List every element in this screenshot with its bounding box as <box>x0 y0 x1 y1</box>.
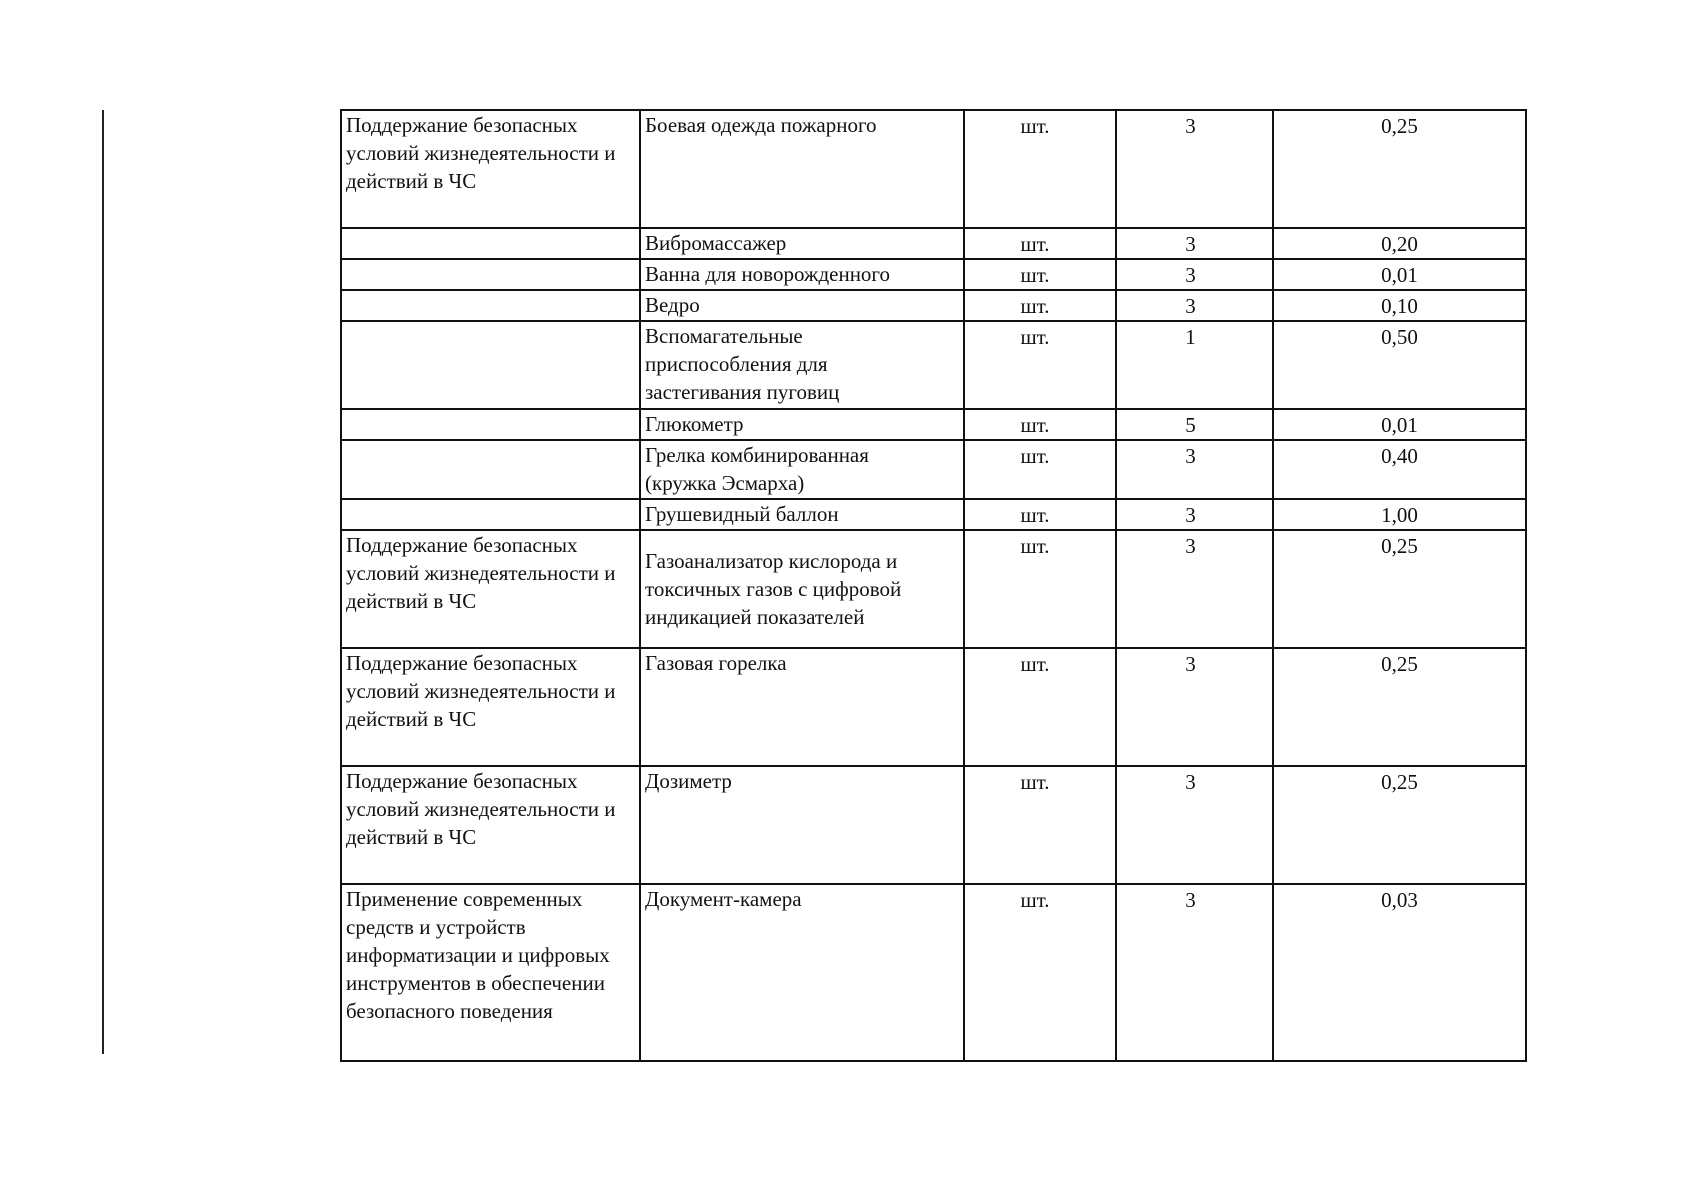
activity-area-cell <box>341 766 640 884</box>
item-name-cell <box>640 440 964 499</box>
table-row <box>341 228 1526 259</box>
term-text: 0,20 <box>1381 232 1418 256</box>
unit-cell <box>964 110 1116 228</box>
term-cell <box>1273 648 1526 766</box>
quantity-text: 3 <box>1185 444 1196 468</box>
quantity-text: 3 <box>1185 232 1196 256</box>
term-text: 0,25 <box>1381 114 1418 138</box>
quantity-cell <box>1116 290 1273 321</box>
activity-area-cell <box>341 530 640 648</box>
quantity-text: 3 <box>1185 503 1196 527</box>
unit-text: шт. <box>1020 770 1050 794</box>
term-cell <box>1273 290 1526 321</box>
activity-area-cell <box>341 228 640 259</box>
quantity-cell <box>1116 766 1273 884</box>
term-text: 0,25 <box>1381 534 1418 558</box>
unit-cell <box>964 440 1116 499</box>
activity-area-text: Поддержание безопасных условий жизнедеятельности и действий в ЧС <box>346 113 616 193</box>
item-name-text: Газовая горелка <box>645 651 787 675</box>
quantity-cell <box>1116 530 1273 648</box>
unit-text: шт. <box>1020 534 1050 558</box>
item-name-text: Грелка комбинированная (кружка Эсмарха) <box>645 443 869 495</box>
table-row <box>341 648 1526 766</box>
quantity-cell <box>1116 884 1273 1061</box>
unit-cell <box>964 321 1116 409</box>
table-row <box>341 110 1526 228</box>
quantity-text: 3 <box>1185 652 1196 676</box>
activity-area-text: Поддержание безопасных условий жизнедеятельности и действий в ЧС <box>346 769 616 849</box>
item-name-text: Документ-камера <box>645 887 802 911</box>
table-row <box>341 409 1526 440</box>
table-row <box>341 321 1526 409</box>
item-name-text: Ванна для новорожденного <box>645 262 891 286</box>
page-margin-rule <box>102 110 104 1054</box>
unit-text: шт. <box>1020 232 1050 256</box>
unit-text: шт. <box>1020 263 1050 287</box>
unit-cell <box>964 228 1116 259</box>
unit-text: шт. <box>1020 444 1050 468</box>
item-name-text: Вибромассажер <box>645 231 787 255</box>
term-text: 0,25 <box>1381 652 1418 676</box>
unit-cell <box>964 884 1116 1061</box>
item-name-cell <box>640 228 964 259</box>
quantity-text: 1 <box>1185 325 1196 349</box>
term-text: 0,01 <box>1381 263 1418 287</box>
quantity-cell <box>1116 259 1273 290</box>
item-name-text: Боевая одежда пожарного <box>645 113 877 137</box>
activity-area-cell <box>341 884 640 1061</box>
item-name-cell <box>640 884 964 1061</box>
term-text: 0,03 <box>1381 888 1418 912</box>
table-row <box>341 440 1526 499</box>
item-name-text: Ведро <box>645 293 700 317</box>
activity-area-text: Применение современных средств и устройств информатизации и цифровых инструментов в обеспечении безопасного поведения <box>346 887 610 1023</box>
term-text: 0,10 <box>1381 294 1418 318</box>
term-cell <box>1273 110 1526 228</box>
table-row <box>341 259 1526 290</box>
unit-text: шт. <box>1020 503 1050 527</box>
unit-cell <box>964 766 1116 884</box>
term-cell <box>1273 530 1526 648</box>
unit-cell <box>964 499 1116 530</box>
quantity-cell <box>1116 321 1273 409</box>
term-text: 0,50 <box>1381 325 1418 349</box>
item-name-text: Дозиметр <box>645 769 732 793</box>
quantity-cell <box>1116 228 1273 259</box>
quantity-cell <box>1116 440 1273 499</box>
table-row <box>341 766 1526 884</box>
item-name-cell <box>640 259 964 290</box>
quantity-text: 3 <box>1185 534 1196 558</box>
unit-cell <box>964 290 1116 321</box>
quantity-cell <box>1116 648 1273 766</box>
activity-area-text: Поддержание безопасных условий жизнедеятельности и действий в ЧС <box>346 651 616 731</box>
item-name-cell <box>640 321 964 409</box>
item-name-text: Газоанализатор кислорода и токсичных газов с цифровой индикацией показателей <box>645 549 902 629</box>
activity-area-text: Поддержание безопасных условий жизнедеятельности и действий в ЧС <box>346 533 616 613</box>
activity-area-cell <box>341 110 640 228</box>
term-cell <box>1273 499 1526 530</box>
activity-area-cell <box>341 648 640 766</box>
activity-area-cell <box>341 321 640 409</box>
quantity-text: 3 <box>1185 770 1196 794</box>
activity-area-cell <box>341 290 640 321</box>
quantity-cell <box>1116 409 1273 440</box>
unit-cell <box>964 409 1116 440</box>
item-name-text: Вспомагательные приспособления для застегивания пуговиц <box>645 324 840 404</box>
item-name-cell <box>640 530 964 648</box>
activity-area-cell <box>341 409 640 440</box>
activity-area-cell <box>341 259 640 290</box>
term-text: 0,40 <box>1381 444 1418 468</box>
quantity-text: 3 <box>1185 888 1196 912</box>
unit-text: шт. <box>1020 413 1050 437</box>
item-name-text: Грушевидный баллон <box>645 502 839 526</box>
unit-text: шт. <box>1020 294 1050 318</box>
unit-text: шт. <box>1020 114 1050 138</box>
term-text: 0,01 <box>1381 413 1418 437</box>
unit-cell <box>964 530 1116 648</box>
table-row <box>341 290 1526 321</box>
unit-cell <box>964 648 1116 766</box>
quantity-text: 5 <box>1185 413 1196 437</box>
table-row <box>341 499 1526 530</box>
term-text: 1,00 <box>1381 503 1418 527</box>
term-cell <box>1273 259 1526 290</box>
activity-area-cell <box>341 440 640 499</box>
activity-area-cell <box>341 499 640 530</box>
unit-text: шт. <box>1020 652 1050 676</box>
item-name-cell <box>640 648 964 766</box>
term-text: 0,25 <box>1381 770 1418 794</box>
item-name-cell <box>640 766 964 884</box>
quantity-cell <box>1116 499 1273 530</box>
equipment-table <box>340 109 1527 1062</box>
term-cell <box>1273 321 1526 409</box>
term-cell <box>1273 884 1526 1061</box>
term-cell <box>1273 228 1526 259</box>
term-cell <box>1273 440 1526 499</box>
unit-text: шт. <box>1020 325 1050 349</box>
term-cell <box>1273 766 1526 884</box>
term-cell <box>1273 409 1526 440</box>
item-name-cell <box>640 110 964 228</box>
item-name-cell <box>640 290 964 321</box>
quantity-text: 3 <box>1185 263 1196 287</box>
unit-text: шт. <box>1020 888 1050 912</box>
item-name-text: Глюкометр <box>645 412 744 436</box>
item-name-cell <box>640 499 964 530</box>
unit-cell <box>964 259 1116 290</box>
quantity-cell <box>1116 110 1273 228</box>
table-row <box>341 884 1526 1061</box>
quantity-text: 3 <box>1185 294 1196 318</box>
item-name-cell <box>640 409 964 440</box>
quantity-text: 3 <box>1185 114 1196 138</box>
table-row <box>341 530 1526 648</box>
